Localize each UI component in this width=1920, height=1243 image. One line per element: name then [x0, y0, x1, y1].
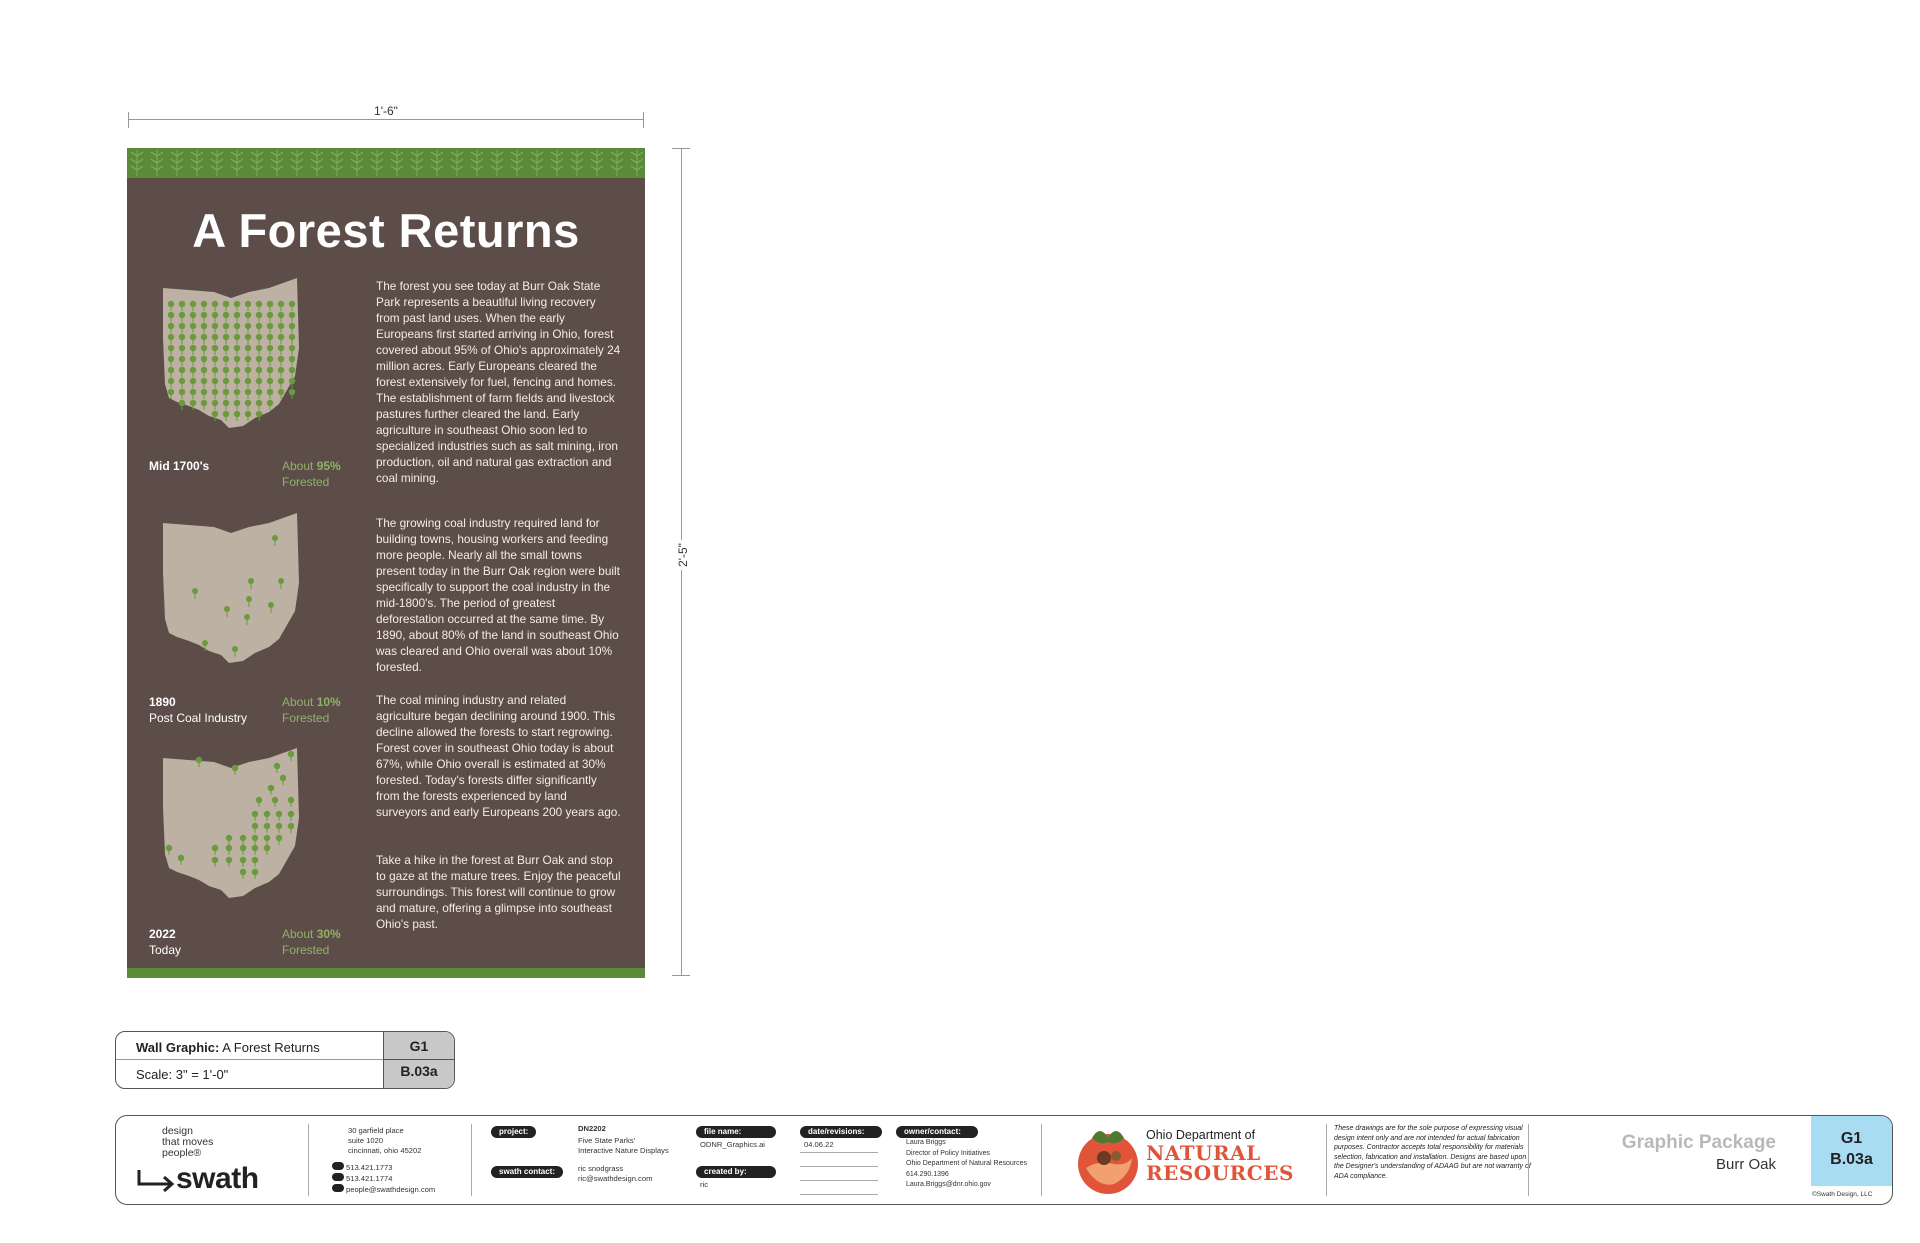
- disclaimer-text: These drawings are for the sole purpose of expressing visual design intent only and are not intended for actual fabrication purposes. Contractor accepts total responsibility for materials selection, fabrication and installation. Designs are based upon the Designer's understanding of ADAAG but are not warranty of ADA compliance.: [1334, 1125, 1531, 1180]
- sheet-label-code-top: G1: [409, 1038, 429, 1054]
- width-dimension-label: 1'-6": [370, 104, 402, 118]
- swath-logo-text: swath: [176, 1162, 259, 1195]
- map-1-percent-value: 95%: [316, 459, 341, 473]
- odnr-line-1: Ohio Department of: [1146, 1128, 1256, 1142]
- ohio-map-1890: [159, 513, 299, 683]
- phone-f: 513.421.1774: [346, 1174, 393, 1183]
- title-block: [115, 1115, 1893, 1205]
- file-name-label: file name:: [696, 1126, 776, 1138]
- map-3-forested: Forested: [282, 943, 330, 957]
- map-2-caption-line2: Post Coal Industry: [149, 711, 248, 725]
- owner-title: Director of Policy Initiatives: [906, 1149, 991, 1157]
- owner-phone: 614.290.1396: [906, 1170, 949, 1178]
- panel-title: A Forest Returns: [192, 204, 580, 257]
- width-dimension: [128, 104, 644, 126]
- ohio-map-1700s-graphic: [159, 278, 299, 448]
- sheet-label-title-bold: Wall Graphic:: [136, 1040, 220, 1055]
- map-3-caption-line1: 2022: [149, 927, 176, 941]
- map-2-percent-value: 10%: [316, 695, 341, 709]
- swath-email: people@swathdesign.com: [346, 1185, 436, 1194]
- map-2-caption-line1: 1890: [149, 695, 176, 709]
- map-2-caption: [149, 694, 247, 726]
- paragraph-4: Take a hike in the forest at Burr Oak and stop to gaze at the mature trees. Enjoy the peaceful surroundings. This forest will continue to grow and mature, offering a glimpse into southeast Ohio's past.: [376, 853, 621, 931]
- ohio-map-1890-graphic: [159, 513, 299, 683]
- swath-contact: [578, 1164, 652, 1184]
- body-text-4: [376, 852, 621, 947]
- paragraph-1: The forest you see today at Burr Oak State Park represents a beautiful living recovery from past land uses. When the early Europeans first started arriving in Ohio, forest covered about 95% of Ohio's approximately 24 million acres. Early Europeans cleared the forest extensively for fuel, fencing and homes. The establishment of farm fields and livestock pastures further cleared the land. Early agriculture in southeast Ohio soon led to specialized industries such as salt mining, iron production, oil and natural gas extraction and coal mining.: [376, 279, 621, 485]
- swath-contact-name: ric snodgrass: [578, 1164, 624, 1173]
- file-name: ODNR_Graphics.ai: [700, 1140, 765, 1149]
- swath-arrow-icon: [136, 1168, 176, 1192]
- date-value: 04.06.22: [804, 1140, 834, 1149]
- project-name: [578, 1136, 669, 1156]
- owner-email: Laura.Briggs@dnr.ohio.gov: [906, 1181, 991, 1188]
- sheet-label-scale: Scale: 3" = 1'-0": [136, 1067, 229, 1082]
- height-dimension-label: 2'-5": [676, 540, 690, 570]
- ohio-map-1700s: [159, 278, 299, 448]
- map-3-caption: [149, 926, 181, 958]
- project-name-line-2: Interactive Nature Displays: [578, 1146, 669, 1155]
- project-label: project:: [491, 1126, 536, 1138]
- address-line-1: 30 garfield place: [348, 1126, 404, 1135]
- date-label: date/revisions:: [800, 1126, 882, 1138]
- address-line-2: suite 1020: [348, 1136, 384, 1145]
- sheet-code-box: [1811, 1116, 1892, 1186]
- sheet-label-title-rest: A Forest Returns: [219, 1040, 320, 1055]
- swath-contact-label: swath contact:: [491, 1166, 563, 1178]
- odnr-line-2: NATURAL: [1146, 1141, 1261, 1165]
- body-text-2: [376, 515, 621, 690]
- height-dimension: [666, 148, 696, 976]
- odnr-logo-icon: [1074, 1124, 1142, 1196]
- map-2-forested: Forested: [282, 711, 330, 725]
- ohio-map-2022: [159, 748, 299, 918]
- sheet-label-title: [136, 1040, 320, 1055]
- map-3-about: About: [282, 927, 317, 941]
- map-1-caption: [149, 458, 209, 474]
- map-1-forested: Forested: [282, 475, 330, 489]
- map-2-percent: [282, 694, 341, 726]
- tagline-line-1: design: [162, 1125, 193, 1137]
- sheet-label-code: [383, 1032, 454, 1088]
- swath-contact-email: ric@swathdesign.com: [578, 1174, 653, 1183]
- created-by: ric: [700, 1180, 709, 1189]
- map-1-percent: [282, 458, 341, 490]
- leaf-pattern: [127, 148, 645, 178]
- map-3-caption-line2: Today: [149, 943, 182, 957]
- sheet-label: [115, 1031, 455, 1089]
- map-1-caption-line1: Mid 1700's: [149, 459, 210, 473]
- sheet-label-code-bottom: B.03a: [384, 1059, 454, 1079]
- project-code: DN2202: [578, 1124, 606, 1133]
- created-by-label: created by:: [696, 1166, 776, 1178]
- owner-name: Laura Briggs: [906, 1139, 946, 1146]
- tagline-line-2: that moves: [162, 1136, 214, 1148]
- map-2-about: About: [282, 695, 317, 709]
- body-text-3: [376, 692, 621, 835]
- sheet-code-bottom: B.03a: [1830, 1151, 1873, 1168]
- project-name-line-1: Five State Parks': [578, 1136, 636, 1145]
- map-3-percent-value: 30%: [316, 927, 341, 941]
- owner-label: owner/contact:: [896, 1126, 978, 1138]
- swath-address: [348, 1126, 421, 1156]
- owner-org: Ohio Department of Natural Resources: [906, 1160, 1027, 1167]
- leaf-pattern-band: [127, 148, 645, 178]
- paragraph-2: The growing coal industry required land for building towns, housing workers and feeding more people. Nearly all the small towns present today in the Burr Oak region were built specifically to support the coal industry in the mid-1800's. The period of greatest deforestation occurred at the same time. By 1890, about 80% of the land in southeast Ohio was cleared and Ohio overall was about 10% forested.: [376, 516, 620, 674]
- sheet-code-top: G1: [1840, 1130, 1863, 1147]
- owner-contact: [906, 1138, 1027, 1191]
- wall-graphic-panel: [127, 148, 645, 978]
- bottom-green-band: [127, 968, 645, 978]
- odnr-line-3: RESOURCES: [1146, 1161, 1294, 1185]
- map-3-percent: [282, 926, 341, 958]
- tagline-line-3: people®: [162, 1147, 202, 1159]
- package-title: Graphic Package: [1621, 1132, 1776, 1153]
- email-icon: [332, 1184, 344, 1192]
- phone-t: 513.421.1773: [346, 1163, 393, 1172]
- paragraph-3: The coal mining industry and related agriculture began declining around 1900. This decline allowed the forests to start regrowing. Forest cover in southeast Ohio today is about 67%, while Ohio overall is estimated at 30% forested. Today's forests differ significantly from the forests experienced by land surveyors and early Europeans 200 years ago.: [376, 693, 621, 819]
- swath-contact-info: [332, 1162, 435, 1195]
- phone-t-icon: [332, 1162, 344, 1170]
- swath-tagline: [162, 1126, 213, 1159]
- address-line-3: cincinnati, ohio 45202: [348, 1146, 422, 1155]
- body-text-1: [376, 278, 621, 501]
- package-subtitle: Burr Oak: [1715, 1156, 1776, 1173]
- map-1-about: About: [282, 459, 317, 473]
- copyright: ©Swath Design, LLC: [1812, 1191, 1873, 1198]
- ohio-map-2022-graphic: [159, 748, 299, 918]
- phone-f-icon: [332, 1173, 344, 1181]
